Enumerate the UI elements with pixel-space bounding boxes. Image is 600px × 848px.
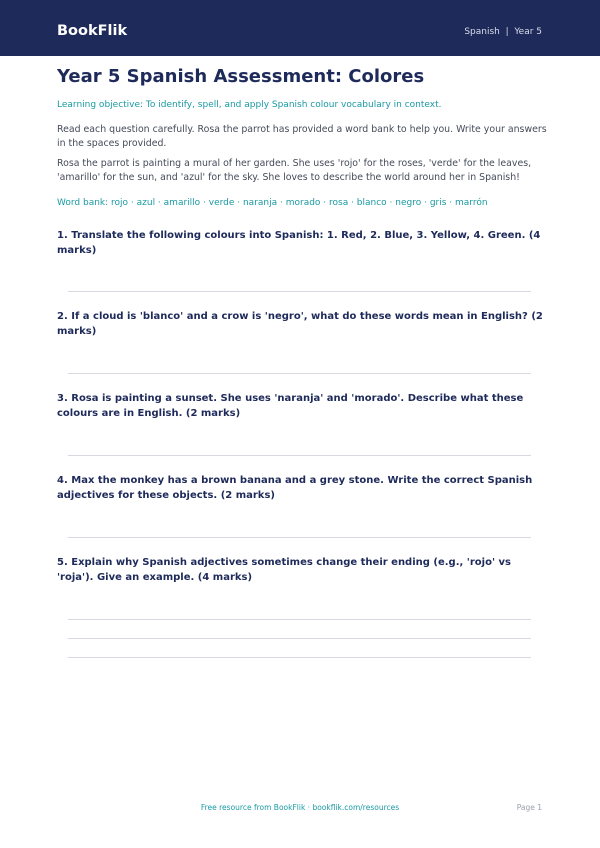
answer-line[interactable]: [68, 455, 531, 456]
story-paragraph: Rosa the parrot is painting a mural of her garden. She uses 'rojo' for the roses, 'verde' for the leaves, 'amarillo' for the sun, and 'azul' for the sky. She loves to describe the world around her in Spanish!: [57, 158, 532, 183]
question-4: 4. Max the monkey has a brown banana and a grey stone. Write the correct Spanish adjectives for these objects. (2 marks): [57, 475, 533, 501]
question-3: 3. Rosa is painting a sunset. She uses 'naranja' and 'morado'. Describe what these colours are in English. (2 marks): [57, 393, 524, 419]
page-header: [0, 0, 600, 56]
footer-source-link[interactable]: Free resource from BookFlik · bookflik.com/resources: [200, 803, 400, 812]
answer-line[interactable]: [68, 657, 531, 658]
subject-year-label: Spanish | Year 5: [464, 27, 542, 37]
answer-line[interactable]: [68, 291, 531, 292]
answer-line[interactable]: [68, 619, 531, 620]
answer-line[interactable]: [68, 638, 531, 639]
brand-logo-text: BookFlik: [57, 23, 128, 39]
instructions-paragraph: Read each question carefully. Rosa the parrot has provided a word bank to help you. Write your answers in the spaces provided.: [57, 124, 547, 149]
answer-line[interactable]: [68, 373, 531, 374]
page-title: Year 5 Spanish Assessment: Colores: [57, 66, 425, 87]
question-5: 5. Explain why Spanish adjectives sometimes change their ending (e.g., 'rojo' vs 'roja'). Give an example. (4 marks): [57, 557, 511, 583]
question-1: 1. Translate the following colours into Spanish: 1. Red, 2. Blue, 3. Yellow, 4. Green. (4 marks): [57, 230, 541, 256]
answer-line[interactable]: [68, 537, 531, 538]
question-2: 2. If a cloud is 'blanco' and a crow is 'negro', what do these words mean in English? (2 marks): [57, 311, 543, 337]
page-number: Page 1: [516, 803, 542, 812]
learning-objective: Learning objective: To identify, spell, and apply Spanish colour vocabulary in context.: [57, 100, 442, 110]
word-bank: Word bank: rojo · azul · amarillo · verde · naranja · morado · rosa · blanco · negro · gris · marrón: [57, 198, 488, 208]
